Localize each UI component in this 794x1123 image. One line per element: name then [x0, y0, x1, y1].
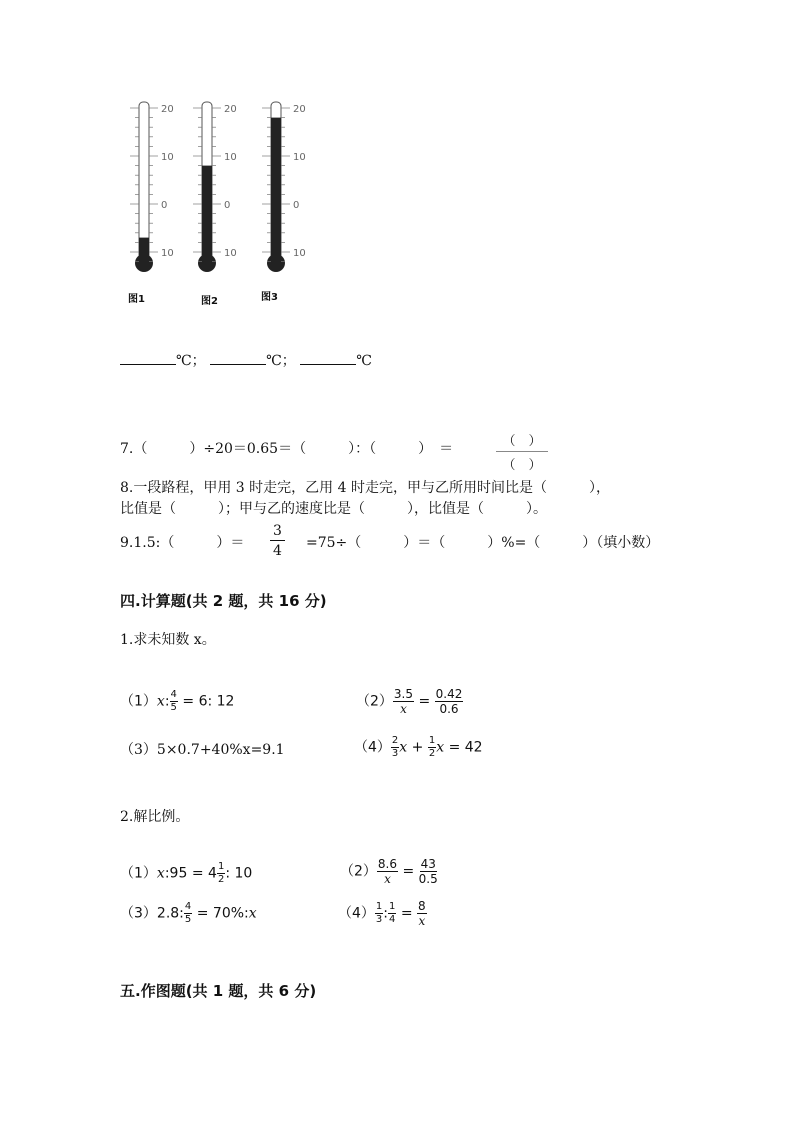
q1-item-2-right-fraction [435, 688, 464, 715]
q2-item-1-tail: : 10 [225, 865, 253, 882]
q2-item-2-label: （2） [340, 863, 377, 880]
q1-item-1-var: x [156, 693, 165, 710]
thermometer-2-bulb [198, 254, 216, 272]
q1-item-1-rhs: 6: 12 [198, 693, 235, 710]
answer-blank-3[interactable] [300, 350, 356, 365]
q1-item-2-left-num: 3.5 [393, 687, 414, 701]
q1-item-1 [120, 690, 234, 713]
q2-item-2-left-fraction [377, 858, 398, 885]
q9-fraction-denominator: 4 [273, 543, 282, 559]
unit-1: ℃； [176, 353, 206, 369]
q2-item-3-frac-num: 4 [184, 901, 192, 912]
answer-blank-1[interactable] [120, 350, 176, 365]
q1-item-4-frac-1-den: 3 [391, 748, 399, 759]
q2-item-4-eq: = [400, 905, 413, 922]
thermometer-1-bulb [135, 254, 153, 272]
q2-item-2 [340, 858, 438, 885]
q2-item-1-whole: 4 [208, 865, 217, 882]
thermometer-2-tick-label: 0 [224, 200, 231, 211]
figure-2-label: 图2 [201, 296, 218, 307]
thermometer-2-tick-label: 10 [224, 152, 237, 163]
thermometer-2-tick-label: 10 [224, 248, 237, 259]
thermometer-2-liquid [202, 166, 212, 262]
q2-item-1-label: （1） [120, 865, 157, 882]
q2-item-1-colon: : [164, 865, 170, 882]
q2-item-3-eq: = [196, 905, 209, 922]
q2-item-3 [120, 902, 257, 925]
q2-item-2-right-num: 43 [420, 857, 436, 871]
q1-item-4-label: （4） [354, 739, 391, 756]
q1-item-4 [354, 736, 483, 759]
question-9-prefix: 9.1.5:（ ）＝ [120, 535, 245, 551]
answer-line [120, 350, 372, 370]
question-7: 7.（ ）÷20＝0.65＝（ ）：（ ） ＝ [120, 441, 454, 457]
question-7-fraction [496, 430, 548, 473]
thermometer-3-tick-label: 20 [293, 104, 306, 115]
question-8-line-2: 比值是（ ）；甲与乙的速度比是（ ），比值是（ ）。 [120, 501, 547, 517]
q2-item-3-fraction [184, 902, 192, 925]
q1-item-1-frac-den: 5 [170, 702, 177, 713]
q2-item-3-var: x [248, 905, 257, 922]
question-9-fraction [270, 524, 285, 558]
q2-item-4-colon: : [383, 905, 389, 922]
thermometer-3-bulb [267, 254, 285, 272]
q1-item-4-eq: = [448, 739, 461, 756]
q1-item-2-eq: = [418, 693, 431, 710]
q1-item-1-frac-num: 4 [170, 689, 177, 700]
q2-item-1-eq: = [191, 865, 204, 882]
unit-3: ℃ [356, 353, 372, 369]
q2-item-1-frac-num: 1 [217, 861, 225, 872]
q1-item-2 [356, 688, 463, 715]
thermometer-1-tick-label: 10 [161, 248, 174, 259]
q2-item-3-frac-den: 5 [184, 914, 192, 925]
q2-item-4-label: （4） [338, 905, 375, 922]
q1-item-4-var-1: x [399, 739, 408, 756]
q2-item-4-frac-2 [388, 902, 396, 925]
q2-item-4-right-num: 8 [418, 899, 426, 913]
q2-item-4-frac-1-num: 1 [375, 901, 383, 912]
q1-item-3-text: 5×0.7+40%x=9.1 [156, 742, 285, 758]
q1-item-1-colon: : [164, 693, 170, 710]
q2-item-1-frac-den: 2 [217, 874, 225, 885]
q7-fraction-bar [496, 451, 548, 452]
q2-item-4-right-fraction [417, 900, 427, 927]
q1-item-4-plus: + [411, 739, 424, 756]
q1-item-1-eq: = [182, 693, 195, 710]
q2-item-2-left-num: 8.6 [377, 857, 398, 871]
q1-item-1-label: （1） [120, 693, 157, 710]
section-4-heading: 四.计算题(共 2 题，共 16 分) [120, 592, 327, 610]
section-4-q1-title: 1.求未知数 x。 [120, 632, 216, 648]
q1-item-3 [120, 739, 285, 759]
q1-item-3-label: （3） [120, 742, 157, 758]
thermometer-1-tick-label: 10 [161, 152, 174, 163]
answer-blank-2[interactable] [210, 350, 266, 365]
q2-item-3-label: （3） [120, 905, 157, 922]
q1-item-4-frac-2-den: 2 [428, 748, 436, 759]
q1-item-2-left-den: x [400, 702, 407, 716]
q1-item-1-fraction [170, 690, 178, 713]
figure-1-label: 图1 [128, 294, 145, 305]
q2-item-4-frac-1-den: 3 [375, 914, 383, 925]
q1-item-4-frac-2-num: 1 [428, 735, 436, 746]
q2-item-3-lhs: 2.8: [156, 905, 184, 922]
unit-2: ℃； [266, 353, 296, 369]
q7-fraction-denominator: （ ） [502, 458, 542, 473]
thermometer-3-liquid [271, 118, 281, 262]
q2-item-4-frac-2-num: 1 [389, 901, 396, 912]
question-8-line-1: 8.一段路程，甲用 3 时走完，乙用 4 时走完，甲与乙所用时间比是（ ）， [120, 480, 610, 496]
q1-item-2-right-num: 0.42 [435, 687, 463, 701]
thermometer-1-tick-label: 0 [161, 200, 168, 211]
q2-item-2-left-den: x [384, 872, 391, 886]
q1-item-4-rhs: 42 [464, 739, 483, 756]
q1-item-4-frac-1-num: 2 [391, 735, 399, 746]
q2-item-2-eq: = [402, 863, 415, 880]
q1-item-4-var-2: x [436, 739, 445, 756]
thermometer-3-tick-label: 10 [293, 248, 306, 259]
q2-item-2-right-den: 0.5 [418, 872, 438, 886]
q2-item-2-right-fraction [419, 858, 438, 885]
q1-item-2-right-den: 0.6 [439, 702, 459, 716]
figure-3-label: 图3 [261, 292, 278, 303]
q7-fraction-numerator: （ ） [502, 434, 542, 449]
section-4-q2-title: 2.解比例。 [120, 809, 190, 825]
q2-item-1-lhs: 95 [169, 865, 188, 882]
thermometer-3-tick-label: 0 [293, 200, 300, 211]
thermometer-2-tick-label: 20 [224, 104, 237, 115]
q1-item-2-left-fraction [393, 688, 414, 715]
thermometer-figure [118, 96, 328, 311]
q9-fraction-numerator: 3 [270, 524, 285, 541]
section-5-heading: 五.作图题(共 1 题，共 6 分) [120, 982, 317, 1000]
thermometer-1-tick-label: 20 [161, 104, 174, 115]
thermometers-svg [118, 96, 328, 311]
q2-item-4-frac-2-den: 4 [389, 914, 396, 925]
question-9-suffix: =75÷（ ）＝（ ）%=（ ）（填小数） [306, 535, 660, 551]
q2-item-4-right-den: x [418, 914, 426, 928]
q2-item-4 [338, 900, 427, 927]
q1-item-2-label: （2） [356, 693, 393, 710]
q2-item-1-var: x [156, 865, 165, 882]
q2-item-3-rhs: 70%: [212, 905, 249, 922]
thermometer-3-tick-label: 10 [293, 152, 306, 163]
q2-item-1 [120, 862, 252, 885]
q1-item-4-frac-2 [428, 736, 436, 759]
